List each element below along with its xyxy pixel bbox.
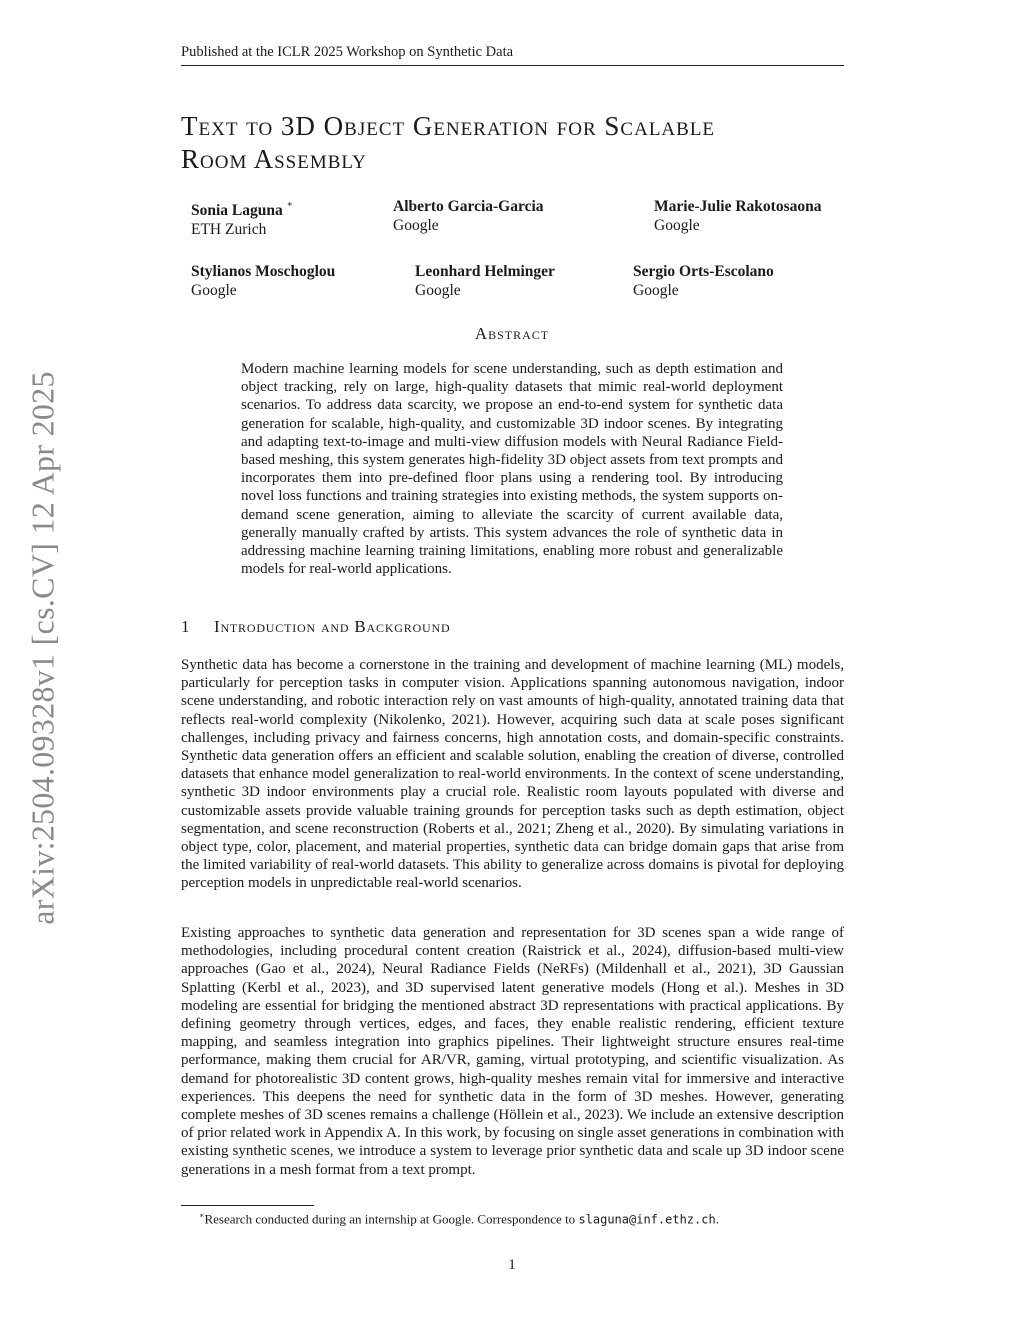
footnote xyxy=(199,1208,719,1227)
author-name: Sergio Orts-Escolano xyxy=(633,263,774,280)
footnote-rule xyxy=(181,1205,314,1206)
author-block xyxy=(393,197,544,235)
author-block xyxy=(633,262,774,300)
paper-title xyxy=(181,110,881,176)
page-number: 1 xyxy=(508,1257,516,1273)
author-block xyxy=(191,262,335,300)
author-name: Marie-Julie Rakotosaona xyxy=(654,198,822,215)
header-rule xyxy=(181,65,844,66)
section-title: Introduction and Background xyxy=(214,617,451,636)
footnote-text: Research conducted during an internship at Google. Correspondence to xyxy=(204,1211,579,1227)
footnote-end: . xyxy=(715,1211,719,1227)
author-block xyxy=(191,197,293,239)
body-paragraph-1: Synthetic data has become a cornerstone in the training and development of machine learning (ML) models, particularly for perception tasks in computer vision. Applications spanning autonomous navigation, indoor scene understanding, and robotic interaction rely on vast amounts of high-quality, annotated training data that reflects real-world complexity (Nikolenko, 2021). However, acquiring such data at scale poses significant challenges, including privacy and fairness concerns, high annotation costs, and domain-specific constraints. Synthetic data generation offers an efficient and scalable solution, enabling the creation of diverse, controlled datasets that enhance model generalization to real-world environments. In the context of scene understanding, synthetic 3D indoor environments play a crucial role. Realistic room layouts populated with diverse and customizable assets provide valuable training grounds for perception tasks such as depth estimation, object segmentation, and scene reconstruction (Roberts et al., 2021; Zheng et al., 2020). By simulating variations in object type, color, placement, and material properties, synthetic data can bridge domain gaps that arise from the limited variability of real-world datasets. This ability to generalize across domains is pivotal for deploying perception models in unpredictable real-world scenarios. xyxy=(181,657,844,892)
paper-title-line-1: Text to 3D Object Generation for Scalable xyxy=(181,111,716,141)
author-block xyxy=(654,197,821,235)
body-paragraph-2: Existing approaches to synthetic data generation and representation for 3D scenes span a wide range of methodologies, including procedural content creation (Raistrick et al., 2024), diffusion-based multi-view approaches (Gao et al., 2024), Neural Radiance Fields (NeRFs) (Mildenhall et al., 2021), 3D Gaussian Splatting (Kerbl et al., 2023), and 3D supervised latent generative models (Hong et al.). Meshes in 3D modeling are essential for bridging the mentioned abstract 3D representations with practical applications. By defining geometry through vertices, edges, and faces, they enable realistic rendering, efficient texture mapping, and seamless integration into graphics pipelines. Their lightweight structure ensures real-time performance, making them crucial for AR/VR, gaming, virtual prototyping, and scientific visualization. As demand for photorealistic 3D content grows, high-quality meshes remain vital for immersive and interactive experiences. This deepens the need for synthetic data in the form of 3D meshes. However, generating complete meshes of 3D scenes remains a challenge (Höllein et al., 2023). We include an extensive description of prior related work in Appendix A. In this work, by focusing on single asset generations in combination with existing synthetic scenes, we introduce a system to leverage prior synthetic data and scale up 3D indoor scene generations in a mesh format from a text prompt. xyxy=(181,925,844,1178)
abstract-text: Modern machine learning models for scene understanding, such as depth estimation and object tracking, rely on large, high-quality datasets that mimic real-world deployment scenarios. To address data scarcity, we propose an end-to-end system for synthetic data generation for scalable, high-quality, and customizable 3D indoor scenes. By integrating and adapting text-to-image and multi-view diffusion models with Neural Radiance Field-based meshing, this system generates high-fidelity 3D object assets from text prompts and incorporates them into pre-defined floor plans using a rendering tool. By introducing novel loss functions and training strategies into existing methods, the system supports on-demand scene generation, aiming to alleviate the scarcity of current available data, generally manually crafted by artists. This system advances the role of synthetic data in addressing machine learning training limitations, enabling more robust and generalizable models for real-world applications. xyxy=(241,361,783,578)
author-affiliation: Google xyxy=(654,217,700,234)
author-name: Alberto Garcia-Garcia xyxy=(393,198,544,215)
author-affiliation: Google xyxy=(393,217,439,234)
author-name: Leonhard Helminger xyxy=(415,263,555,280)
arxiv-identifier-stamp: arXiv:2504.09328v1 [cs.CV] 12 Apr 2025 xyxy=(24,371,61,925)
author-name: Stylianos Moschoglou xyxy=(191,263,336,280)
abstract-heading: Abstract xyxy=(474,324,550,343)
author-footnote-mark: ∗ xyxy=(286,199,293,209)
running-header: Published at the ICLR 2025 Workshop on Synthetic Data xyxy=(181,44,514,60)
footnote-email[interactable]: slaguna@inf.ethz.ch xyxy=(578,1212,716,1227)
footnote-mark: ∗ xyxy=(199,1211,205,1220)
section-number: 1 xyxy=(181,617,191,636)
section-heading xyxy=(181,617,450,637)
author-affiliation: Google xyxy=(191,282,237,299)
author-affiliation: Google xyxy=(415,282,461,299)
author-affiliation: Google xyxy=(633,282,679,299)
author-block xyxy=(415,262,555,300)
paper-title-line-2: Room Assembly xyxy=(181,144,367,174)
author-name: Sonia Laguna xyxy=(191,202,283,220)
author-affiliation: ETH Zurich xyxy=(191,221,267,239)
